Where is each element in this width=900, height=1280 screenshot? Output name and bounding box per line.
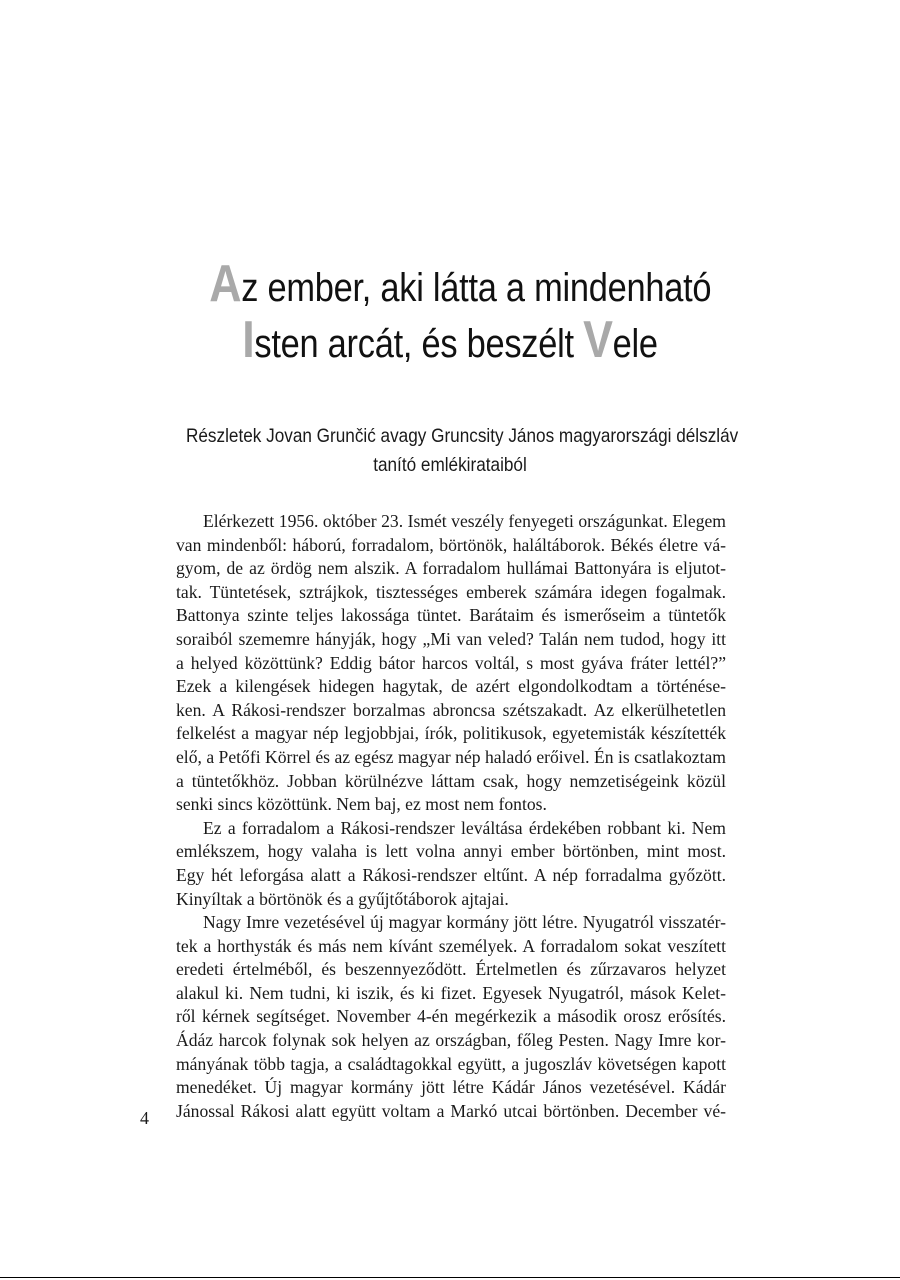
paragraph — [176, 911, 726, 1123]
text-line: ken. A Rákosi-rendszer borzalmas abroncsa szétszakadt. Az elkerülhetetlen — [176, 699, 726, 720]
title-drop-cap-v: V — [583, 311, 613, 369]
title-line-2 — [209, 311, 691, 370]
text-line: senki sincs közöttünk. Nem baj, ez most nem fontos. — [176, 794, 547, 815]
text-line: a helyed közöttünk? Eddig bátor harcos voltál, s most gyáva fráter lettél?” — [176, 652, 726, 673]
text-line: a tüntetőkhöz. Jobban körülnézve láttam csak, hogy nemzetiségeink közül — [176, 770, 726, 791]
subtitle-line-1: Részletek Jovan Grunčić avagy Gruncsity János magyarországi délszláv — [186, 425, 739, 447]
text-line: Elérkezett 1956. október 23. Ismét veszély fenyegeti országunkat. Elegem — [203, 511, 726, 531]
text-line: felkelést a magyar nép legjobbjai, írók, politikusok, egyetemisták készítették — [176, 723, 726, 744]
title-line-2-text: sten arcát, és beszélt — [254, 322, 584, 366]
title-drop-cap-i: I — [242, 311, 255, 369]
text-line: Ádáz harcok folynak sok helyen az országban, főleg Pesten. Nagy Imre kor- — [176, 1030, 726, 1051]
text-line: ről kérnek segítséget. November 4-én megérkezik a második orosz erősítés. — [176, 1006, 726, 1027]
text-line: soraiból szememre hányják, hogy „Mi van veled? Talán nem tudod, hogy itt — [176, 628, 726, 649]
text-line: tak. Tüntetések, sztrájkok, tisztességes emberek számára idegen fogalmak. — [176, 581, 726, 602]
article-body — [176, 510, 726, 1123]
subtitle-line-2: tanító emlékirataiból — [373, 454, 527, 476]
title-drop-cap-a: A — [209, 255, 242, 313]
text-line: menedéket. Új magyar kormány jött létre Kádár János vezetésével. Kádár — [176, 1077, 726, 1098]
page-number: 4 — [140, 1108, 149, 1128]
text-line: Ezek a kilengések hidegen hagytak, de azért elgondolkodtam a történése- — [176, 676, 726, 697]
text-line: Battonya szinte teljes lakossága tüntet. Barátaim és ismerőseim a tüntetők — [176, 605, 726, 626]
text-line: Egy hét leforgása alatt a Rákosi-rendszer eltűnt. A nép forradalma győzött. — [176, 864, 726, 885]
article-title — [209, 255, 712, 370]
title-line-2-end: ele — [612, 322, 658, 366]
text-line: gyom, de az ördög nem alszik. A forradalom hullámai Battonyára is eljutot- — [176, 558, 726, 579]
text-line: Jánossal Rákosi alatt együtt voltam a Markó utcai börtönben. December vé- — [176, 1100, 726, 1121]
text-line: mányának több tagja, a családtagokkal együtt, a jugoszláv követségen kapott — [176, 1053, 726, 1074]
text-line: emlékszem, hogy valaha is lett volna annyi ember börtönben, mint most. — [176, 841, 726, 862]
text-line: Ez a forradalom a Rákosi-rendszer leváltása érdekében robbant ki. Nem — [203, 817, 726, 838]
paragraph — [176, 817, 726, 911]
text-line: elő, a Petőfi Körrel és az egész magyar nép haladó erőivel. Én is csatlakoztam — [176, 746, 726, 767]
title-line-1-text: z ember, aki látta a mindenható — [241, 266, 712, 310]
title-line-1 — [209, 255, 712, 314]
text-line: Kinyíltak a börtönök és a gyűjtőtáborok ajtajai. — [176, 888, 509, 909]
text-line: tek a horthysták és más nem kívánt személyek. A forradalom sokat veszített — [176, 935, 726, 956]
text-line: van mindenből: háború, forradalom, börtönök, haláltáborok. Békés életre vá- — [176, 534, 726, 555]
article-subtitle — [186, 422, 739, 480]
text-line: Nagy Imre vezetésével új magyar kormány jött létre. Nyugatról visszatér- — [203, 912, 726, 933]
text-line: alakul ki. Nem tudni, ki iszik, és ki fizet. Egyesek Nyugatról, mások Kelet- — [176, 982, 726, 1003]
paragraph — [176, 510, 726, 817]
bottom-rule — [0, 1277, 900, 1278]
text-line: eredeti értelméből, és beszennyeződött. Értelmetlen és zűrzavaros helyzet — [176, 959, 726, 980]
